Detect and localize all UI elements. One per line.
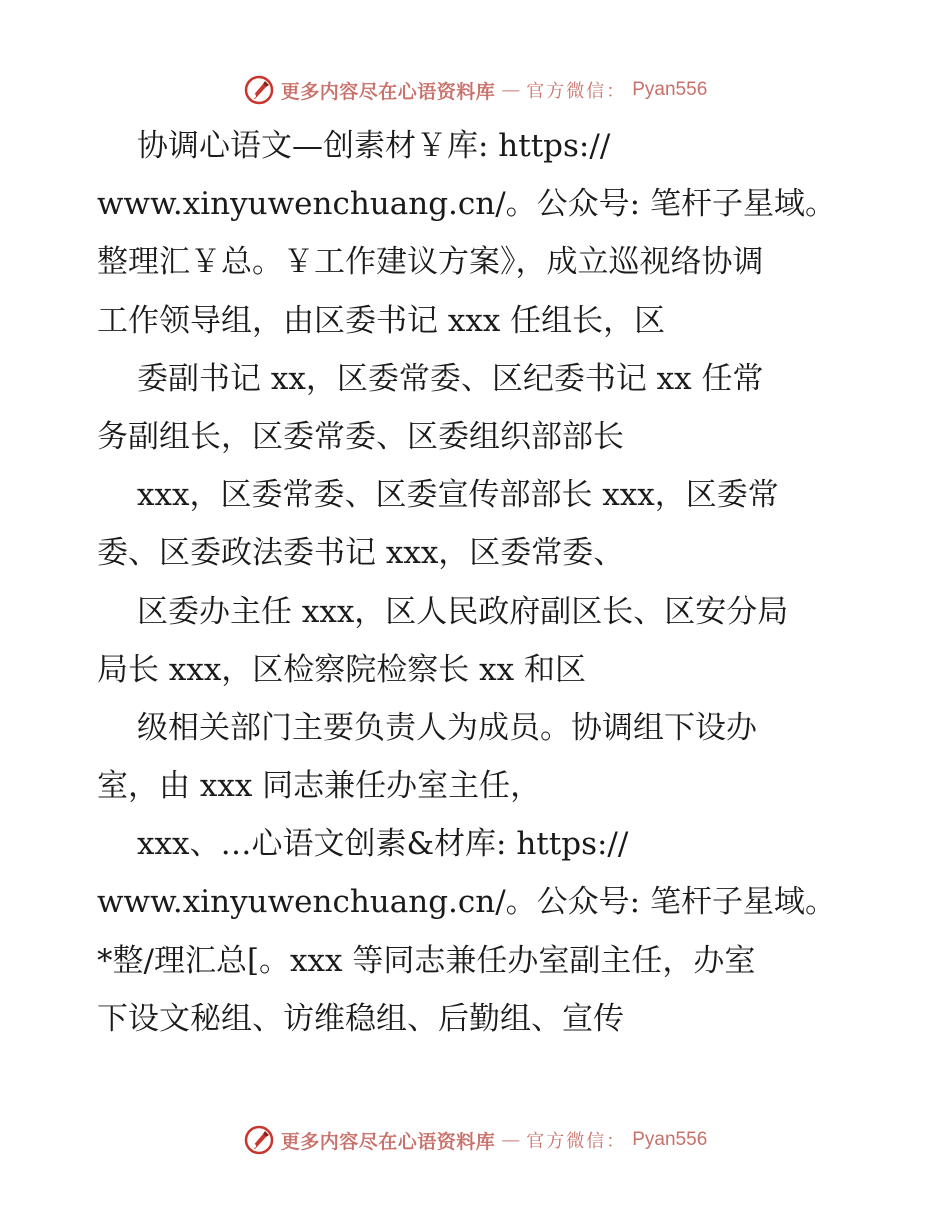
body-line: 下设文秘组、访维稳组、后勤组、宣传 xyxy=(97,1000,624,1037)
body-line: 协调心语文—创素材￥库: https:// xyxy=(137,128,611,164)
body-line: 级相关部门主要负责人为成员。协调组下设办 xyxy=(137,709,757,746)
watermark-main-text: 更多内容尽在心语资料库 xyxy=(280,1130,496,1153)
body-line: www.xinyuwenchuang.cn/。公众号: 笔杆子星域。 xyxy=(97,884,836,921)
body-line: xxx、…心语文创素&材库: https:// xyxy=(137,826,629,863)
body-line: 室，由 xxx 同志兼任办室主任， xyxy=(97,768,542,805)
watermark-wechat-id: Pyan556 xyxy=(632,79,708,100)
watermark-official-label: 官方微信： xyxy=(526,81,627,102)
footer-watermark xyxy=(0,1120,950,1160)
watermark-wechat-id: Pyan556 xyxy=(632,1129,708,1150)
header-watermark xyxy=(0,70,950,110)
watermark-dash: — xyxy=(501,79,521,101)
body-line: *整/理汇总[。xxx 等同志兼任办室副主任，办室 xyxy=(97,942,756,979)
body-line: 区委办主任 xxx，区人民政府副区长、区安分局 xyxy=(137,593,789,630)
body-line: 局长 xxx，区检察院检察长 xx 和区 xyxy=(97,651,586,688)
watermark-main-text: 更多内容尽在心语资料库 xyxy=(280,80,496,103)
body-line: 整理汇￥总。￥工作建议方案》，成立巡视络协调 xyxy=(97,244,764,281)
body-line: 委、区委政法委书记 xxx，区委常委、 xyxy=(97,535,625,572)
body-line: 委副书记 xx，区委常委、区纪委书记 xx 任常 xyxy=(137,360,764,397)
pen-logo-icon xyxy=(243,74,275,106)
body-line: xxx，区委常委、区委宣传部部长 xxx，区委常 xyxy=(137,477,779,514)
body-line: 务副组长，区委常委、区委组织部部长 xyxy=(97,418,624,455)
document-body xyxy=(97,117,857,1048)
pen-logo-icon xyxy=(243,1124,275,1156)
body-line: 工作领导组，由区委书记 xxx 任组长，区 xyxy=(97,302,666,339)
body-line: www.xinyuwenchuang.cn/。公众号: 笔杆子星域。 xyxy=(97,186,836,223)
watermark-official-label: 官方微信： xyxy=(526,1131,627,1152)
watermark-dash: — xyxy=(501,1129,521,1151)
